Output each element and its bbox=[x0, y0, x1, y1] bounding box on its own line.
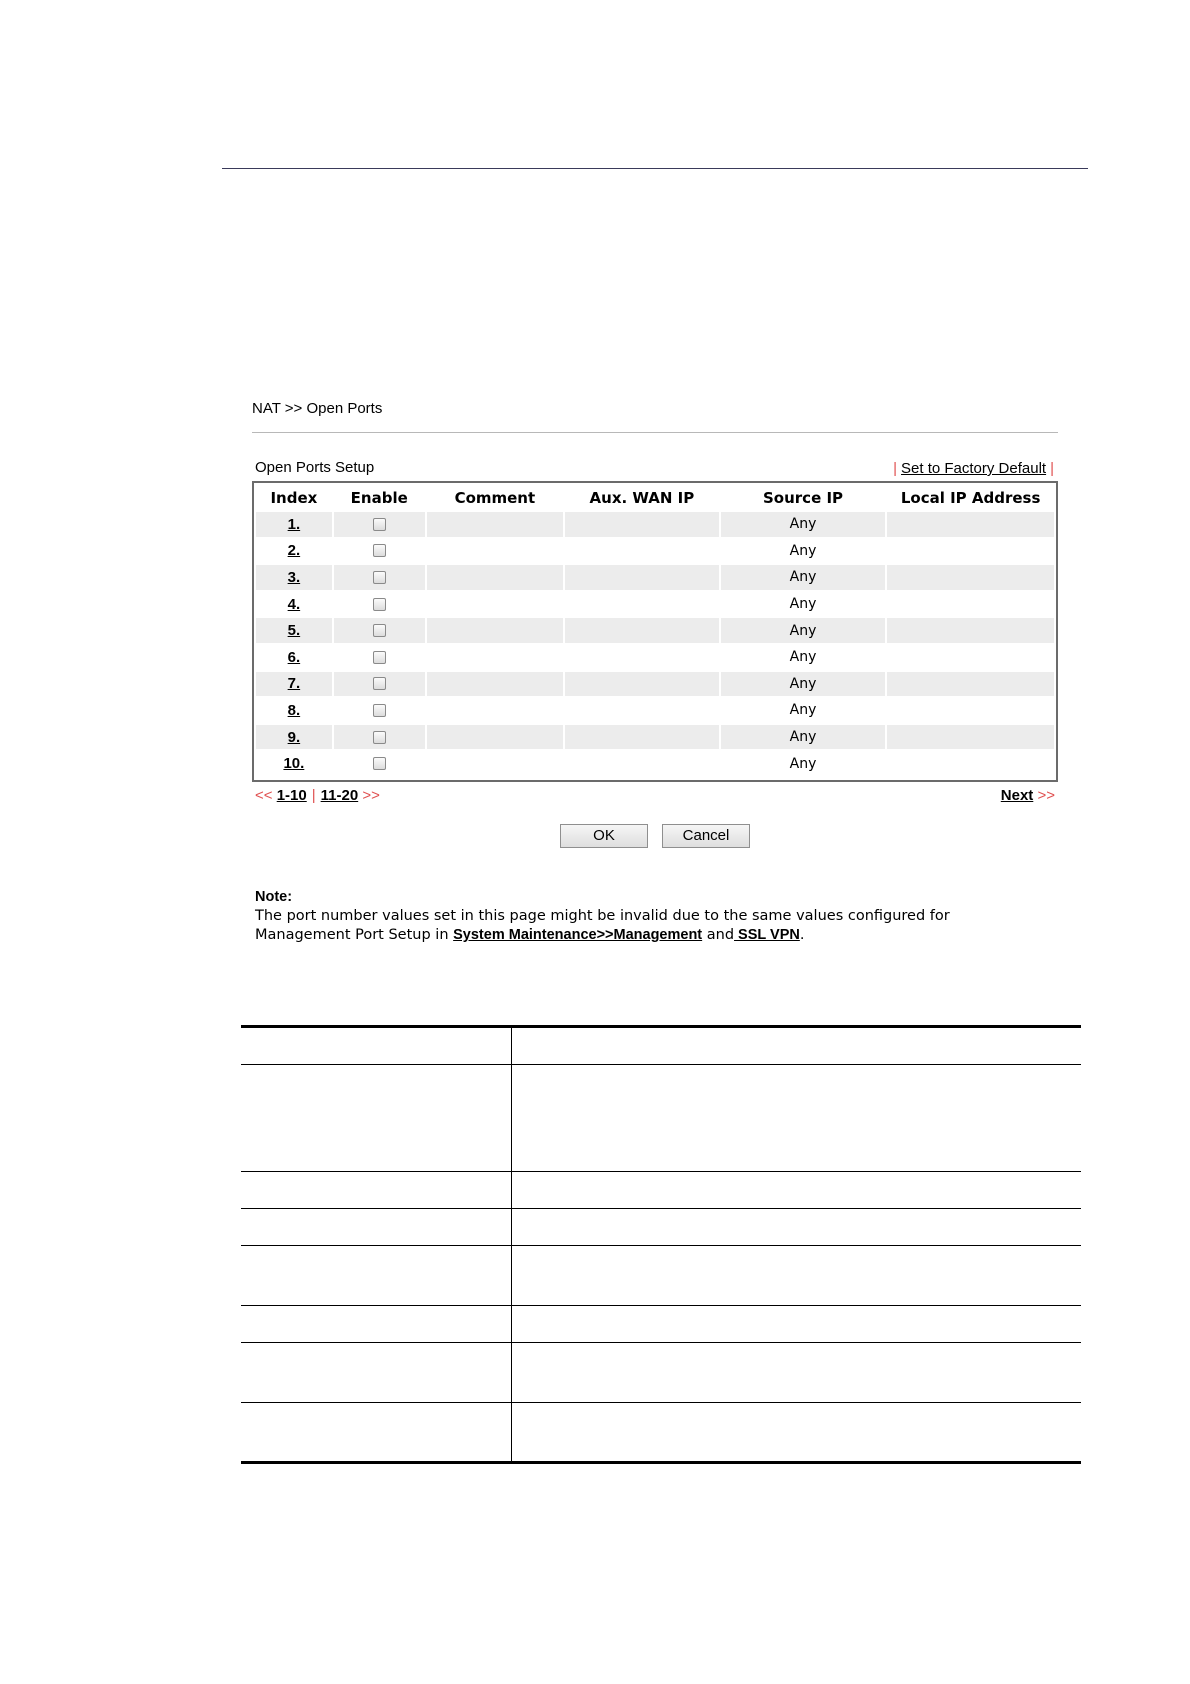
desc-row bbox=[241, 1209, 1081, 1246]
index-cell bbox=[256, 592, 332, 617]
desc-row bbox=[241, 1403, 1081, 1463]
source-ip-cell: Any bbox=[721, 592, 886, 617]
source-ip-cell: Any bbox=[721, 698, 886, 723]
desc-cell-description bbox=[512, 1246, 1082, 1306]
ok-button[interactable]: OK bbox=[560, 824, 648, 848]
action-buttons bbox=[252, 824, 1058, 850]
next-page-link[interactable]: Next bbox=[1000, 786, 1034, 804]
pagination-next bbox=[1001, 787, 1055, 804]
table-row bbox=[256, 592, 1054, 617]
local-ip-cell bbox=[887, 539, 1054, 564]
note-and: and bbox=[702, 926, 735, 943]
local-ip-cell bbox=[887, 618, 1054, 643]
aux-wan-ip-cell bbox=[565, 672, 719, 697]
enable-checkbox[interactable] bbox=[373, 731, 386, 744]
table-header-row bbox=[256, 486, 1054, 510]
index-cell bbox=[256, 539, 332, 564]
table-row bbox=[256, 672, 1054, 697]
aux-wan-ip-cell bbox=[565, 751, 719, 776]
local-ip-cell bbox=[887, 698, 1054, 723]
factory-sep-left: | bbox=[893, 460, 898, 477]
pagination-pages bbox=[255, 787, 380, 804]
comment-cell bbox=[427, 618, 563, 643]
index-link[interactable]: 6. bbox=[287, 648, 301, 666]
desc-cell-description bbox=[512, 1172, 1082, 1209]
enable-cell bbox=[334, 565, 425, 590]
factory-default-group bbox=[889, 460, 1058, 477]
index-cell bbox=[256, 565, 332, 590]
comment-cell bbox=[427, 698, 563, 723]
local-ip-cell bbox=[887, 645, 1054, 670]
comment-cell bbox=[427, 645, 563, 670]
index-link[interactable]: 10. bbox=[283, 755, 305, 773]
note-end: . bbox=[799, 926, 805, 943]
index-link[interactable]: 7. bbox=[287, 675, 301, 693]
desc-cell-item bbox=[241, 1172, 512, 1209]
open-ports-table-frame bbox=[252, 481, 1058, 782]
enable-cell bbox=[334, 725, 425, 750]
breadcrumb: NAT >> Open Ports bbox=[252, 400, 383, 417]
col-header-enable: Enable bbox=[350, 489, 408, 507]
table-row bbox=[256, 698, 1054, 723]
enable-checkbox[interactable] bbox=[373, 544, 386, 557]
desc-cell-description bbox=[512, 1065, 1082, 1172]
desc-row bbox=[241, 1027, 1081, 1065]
col-header-local-ip: Local IP Address bbox=[900, 489, 1041, 507]
comment-cell bbox=[427, 512, 563, 537]
note-line-1: The port number values set in this page might be invalid due to the same values configured for bbox=[255, 907, 950, 924]
enable-cell bbox=[334, 751, 425, 776]
open-ports-panel bbox=[252, 398, 1058, 945]
desc-cell-item bbox=[241, 1246, 512, 1306]
next-arrow-inline-icon: >> bbox=[362, 786, 380, 804]
index-link[interactable]: 5. bbox=[287, 622, 301, 640]
desc-row bbox=[241, 1246, 1081, 1306]
note-section bbox=[252, 888, 1058, 945]
local-ip-cell bbox=[887, 751, 1054, 776]
desc-cell-item bbox=[241, 1343, 512, 1403]
cancel-button[interactable]: Cancel bbox=[662, 824, 750, 848]
setup-header bbox=[252, 459, 1058, 481]
table-row bbox=[256, 512, 1054, 537]
enable-cell bbox=[334, 592, 425, 617]
local-ip-cell bbox=[887, 725, 1054, 750]
comment-cell bbox=[427, 672, 563, 697]
index-cell bbox=[256, 512, 332, 537]
factory-sep-right: | bbox=[1050, 460, 1054, 477]
page-top-rule bbox=[222, 168, 1088, 169]
col-header-index: Index bbox=[270, 489, 318, 507]
index-link[interactable]: 9. bbox=[287, 728, 301, 746]
desc-row bbox=[241, 1172, 1081, 1209]
index-link[interactable]: 4. bbox=[287, 595, 301, 613]
col-header-aux-wan-ip: Aux. WAN IP bbox=[589, 489, 695, 507]
system-maintenance-link[interactable]: System Maintenance>>Management bbox=[453, 926, 703, 943]
desc-cell-description bbox=[512, 1209, 1082, 1246]
aux-wan-ip-cell bbox=[565, 645, 719, 670]
enable-checkbox[interactable] bbox=[373, 677, 386, 690]
desc-cell-description bbox=[512, 1027, 1082, 1065]
index-cell bbox=[256, 751, 332, 776]
table-row bbox=[256, 645, 1054, 670]
index-link[interactable]: 8. bbox=[287, 701, 301, 719]
local-ip-cell bbox=[887, 672, 1054, 697]
ssl-vpn-link[interactable]: SSL VPN bbox=[734, 926, 800, 943]
open-ports-table bbox=[254, 484, 1056, 778]
note-title: Note: bbox=[255, 888, 293, 905]
index-cell bbox=[256, 672, 332, 697]
desc-cell-item bbox=[241, 1065, 512, 1172]
enable-checkbox[interactable] bbox=[373, 624, 386, 637]
enable-cell bbox=[334, 645, 425, 670]
aux-wan-ip-cell bbox=[565, 592, 719, 617]
page-separator: | bbox=[311, 786, 316, 804]
desc-row bbox=[241, 1306, 1081, 1343]
desc-cell-item bbox=[241, 1209, 512, 1246]
desc-cell-item bbox=[241, 1027, 512, 1065]
source-ip-cell: Any bbox=[721, 565, 886, 590]
enable-checkbox[interactable] bbox=[373, 518, 386, 531]
enable-cell bbox=[334, 698, 425, 723]
local-ip-cell bbox=[887, 592, 1054, 617]
comment-cell bbox=[427, 725, 563, 750]
enable-checkbox[interactable] bbox=[373, 704, 386, 717]
aux-wan-ip-cell bbox=[565, 698, 719, 723]
index-cell bbox=[256, 645, 332, 670]
source-ip-cell: Any bbox=[721, 725, 886, 750]
desc-row bbox=[241, 1065, 1081, 1172]
description-table bbox=[241, 1025, 1081, 1464]
aux-wan-ip-cell bbox=[565, 618, 719, 643]
enable-cell bbox=[334, 512, 425, 537]
desc-row bbox=[241, 1343, 1081, 1403]
enable-checkbox[interactable] bbox=[373, 651, 386, 664]
local-ip-cell bbox=[887, 512, 1054, 537]
index-cell bbox=[256, 725, 332, 750]
page-link-1-10[interactable]: 1-10 bbox=[276, 786, 307, 804]
index-cell bbox=[256, 698, 332, 723]
aux-wan-ip-cell bbox=[565, 725, 719, 750]
desc-cell-item bbox=[241, 1306, 512, 1343]
desc-cell-item bbox=[241, 1403, 512, 1463]
note-line-2 bbox=[255, 926, 1058, 945]
index-link[interactable]: 1. bbox=[287, 515, 301, 533]
enable-cell bbox=[334, 539, 425, 564]
source-ip-cell: Any bbox=[721, 539, 886, 564]
comment-cell bbox=[427, 539, 563, 564]
comment-cell bbox=[427, 592, 563, 617]
comment-cell bbox=[427, 565, 563, 590]
setup-title: Open Ports Setup bbox=[255, 459, 375, 476]
source-ip-cell: Any bbox=[721, 512, 886, 537]
enable-checkbox[interactable] bbox=[373, 571, 386, 584]
table-row bbox=[256, 618, 1054, 643]
source-ip-cell: Any bbox=[721, 751, 886, 776]
desc-cell-description bbox=[512, 1343, 1082, 1403]
next-arrow-icon: >> bbox=[1037, 786, 1055, 804]
index-cell bbox=[256, 618, 332, 643]
enable-cell bbox=[334, 672, 425, 697]
aux-wan-ip-cell bbox=[565, 512, 719, 537]
note-line-2-prefix: Management Port Setup in bbox=[255, 926, 454, 943]
enable-checkbox[interactable] bbox=[373, 757, 386, 770]
prev-arrow-icon: << bbox=[255, 786, 273, 804]
table-row bbox=[256, 539, 1054, 564]
enable-cell bbox=[334, 618, 425, 643]
table-row bbox=[256, 725, 1054, 750]
enable-checkbox[interactable] bbox=[373, 598, 386, 611]
pagination bbox=[252, 784, 1058, 808]
aux-wan-ip-cell bbox=[565, 539, 719, 564]
local-ip-cell bbox=[887, 565, 1054, 590]
desc-cell-description bbox=[512, 1403, 1082, 1463]
index-link[interactable]: 3. bbox=[287, 568, 301, 586]
desc-cell-description bbox=[512, 1306, 1082, 1343]
comment-cell bbox=[427, 751, 563, 776]
breadcrumb-divider bbox=[252, 432, 1058, 433]
col-header-source-ip: Source IP bbox=[763, 489, 844, 507]
table-row bbox=[256, 565, 1054, 590]
col-header-comment: Comment bbox=[454, 489, 536, 507]
source-ip-cell: Any bbox=[721, 618, 886, 643]
set-factory-default-link[interactable]: Set to Factory Default bbox=[901, 460, 1047, 477]
aux-wan-ip-cell bbox=[565, 565, 719, 590]
page-link-11-20[interactable]: 11-20 bbox=[320, 786, 359, 804]
table-row bbox=[256, 751, 1054, 776]
index-link[interactable]: 2. bbox=[287, 542, 301, 560]
source-ip-cell: Any bbox=[721, 672, 886, 697]
source-ip-cell: Any bbox=[721, 645, 886, 670]
